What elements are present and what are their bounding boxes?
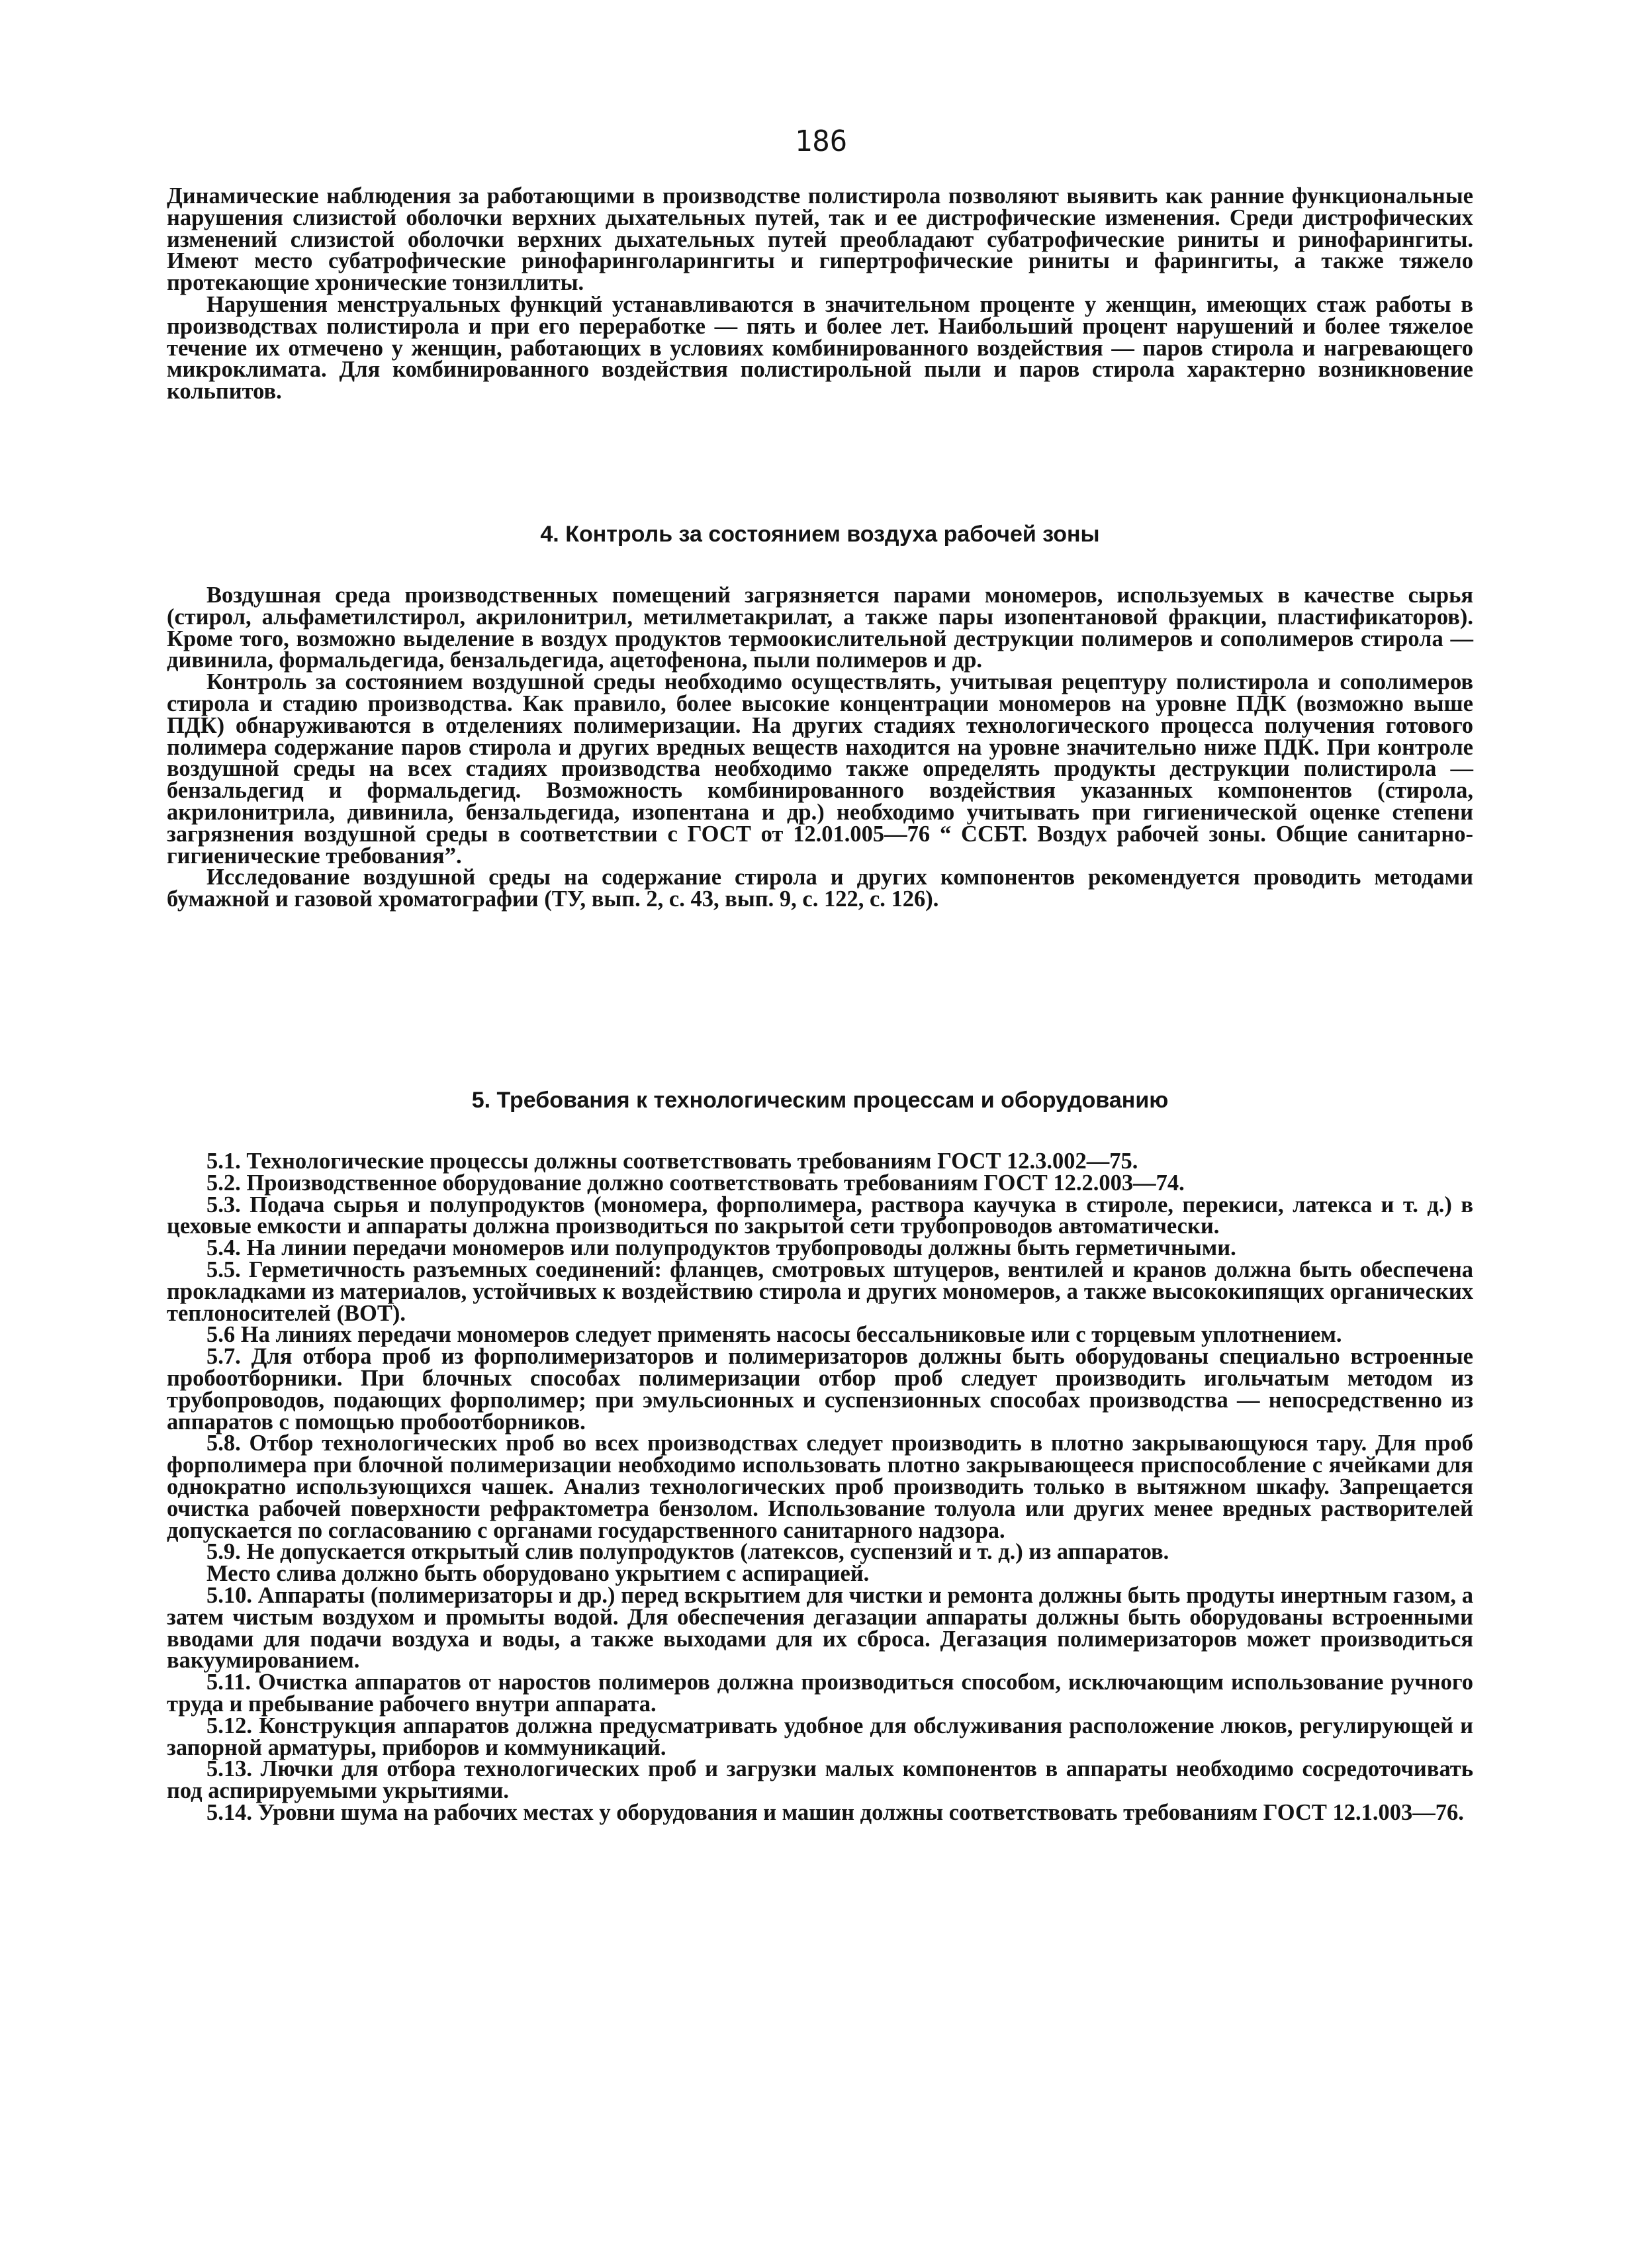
paragraph: Динамические наблюдения за работающими в производстве полистирола позволяют выявить как ранние функциональные нарушения слизистой оболочки верхних дыхательных путей, так и ее дистрофические изменения. Среди дистрофических изменений слизистой оболочки верхних дыхательных путей преобладают субатрофические риниты и ринофарингиты. Имеют место субатрофические ринофаринголарингиты и гипертрофические риниты и фарингиты, а также тяжело протекающие хронические тонзиллиты. xyxy=(167,183,1473,296)
section-heading-5: 5. Требования к технологическим процессам и оборудованию xyxy=(471,1088,1169,1113)
clause-5-8: 5.8. Отбор технологических проб во всех производствах следует производить в плотно закрывающуюся тару. Для проб форполимера при блочной полимеризации необходимо использовать плотно закрывающееся приспособление с ячейками для однократно использующихся чашек. Анализ технологических проб производить только в вытяжном шкафу. Запрещается очистка рабочей поверхности рефрактометра бензолом. Использование толуола или других менее вредных растворителей допускается по согласованию с органами государственного санитарного надзора. xyxy=(167,1431,1473,1543)
paragraph: Воздушная среда производственных помещений загрязняется парами мономеров, используемых в качестве сырья (стирол, альфаметилстирол, акрилонитрил, метилметакрилат, а также пары изопентановой фракции, пластификаторов). Кроме того, возможно выделение в воздух продуктов термоокислительной деструкции полимеров и сополимеров стирола — дивинила, формальдегида, бензальдегида, ацетофенона, пыли полимеров и др. xyxy=(167,583,1473,673)
clause-5-11: 5.11. Очистка аппаратов от наростов полимеров должна производиться способом, исключающим использование ручного труда и пребывание рабочего внутри аппарата. xyxy=(167,1670,1473,1717)
clause-5-7: 5.7. Для отбора проб из форполимеризаторов и полимеризаторов должны быть оборудованы специально встроенные пробоотборники. При блочных способах полимеризации отбор проб следует производить игольчатым методом из трубопроводов, подающих форполимер; при эмульсионных и суспензионных способах производства — непосредственно из аппаратов с помощью пробоотборников. xyxy=(167,1344,1473,1435)
section-5-text xyxy=(167,1151,1473,1824)
clause-5-1: 5.1. Технологические процессы должны соответствовать требованиям ГОСТ 12.3.002—75. xyxy=(206,1149,1138,1174)
clause-5-5: 5.5. Герметичность разъемных соединений: фланцев, смотровых штуцеров, вентилей и кранов должна быть обеспечена прокладками из материалов, устойчивых к воздействию стирола и других мономеров, а также высококипящих органических теплоносителей (ВОТ). xyxy=(167,1256,1473,1326)
clause-5-9-continuation: Место слива должно быть оборудовано укрытием с аспирацией. xyxy=(206,1561,870,1587)
paragraph: Исследование воздушной среды на содержание стирола и других компонентов рекомендуется проводить методами бумажной и газовой хроматографии (ТУ, вып. 2, с. 43, вып. 9, с. 122, с. 126). xyxy=(167,865,1473,912)
paragraph: Нарушения менструальных функций устанавливаются в значительном проценте у женщин, имеющих стаж работы в производствах полистирола и при его переработке — пять и более лет. Наибольший процент нарушений и более тяжелое течение их отмечено у женщин, работающих в условиях комбинированного воздействия — паров стирола и нагревающего микроклимата. Для комбинированного воздействия полистирольной пыли и паров стирола характерно возникновение кольпитов. xyxy=(167,291,1473,404)
paragraph: Контроль за состоянием воздушной среды необходимо осуществлять, учитывая рецептуру полистирола и сополимеров стирола и стадию производства. Как правило, более высокие концентрации мономеров на уровне ПДК (возможно выше ПДК) обнаруживаются в отделениях полимеризации. На других стадиях технологического процесса получения готового полимера содержание паров стирола и других вредных веществ находится на уровне значительно ниже ПДК. При контроле воздушной среды на всех стадиях производства необходимо также определять продукты деструкции полистирола — бензальдегид и формальдегид. Возможность комбинированного воздействия указанных компонентов (стирола, акрилонитрила, дивинила, бензальдегида, изопентана и др.) необходимо учитывать при гигиенической оценке степени загрязнения воздушной среды в соответствии с ГОСТ от 12.01.005—76 “ ССБТ. Воздух рабочей зоны. Общие санитарно-гигиенические требования”. xyxy=(167,669,1473,869)
section-4-text xyxy=(167,585,1473,910)
clause-5-6: 5.6 На линиях передачи мономеров следует применять насосы бессальниковые или с торцевым уплотнением. xyxy=(206,1322,1342,1348)
clause-5-12: 5.12. Конструкция аппаратов должна предусматривать удобное для обслуживания расположение люков, регулирующей и запорной арматуры, приборов и коммуникаций. xyxy=(167,1713,1473,1760)
clause-5-13: 5.13. Лючки для отбора технологических проб и загрузки малых компонентов в аппараты необходимо сосредоточивать под аспирируемыми укрытиями. xyxy=(167,1756,1473,1804)
clause-5-14: 5.14. Уровни шума на рабочих местах у оборудования и машин должны соответствовать требованиям ГОСТ 12.1.003—76. xyxy=(206,1799,1464,1825)
clause-5-3: 5.3. Подача сырья и полупродуктов (мономера, форполимера, раствора каучука в стироле, перекиси, латекса и т. д.) в цеховые емкости и аппараты должна производиться по закрытой сети трубопроводов автоматически. xyxy=(167,1192,1473,1239)
clause-5-10: 5.10. Аппараты (полимеризаторы и др.) перед вскрытием для чистки и ремонта должны быть продуты инертным газом, а затем чистым воздухом и промыты водой. Для обеспечения дегазации аппараты должны быть оборудованы встроенными вводами для подачи воздуха и воды, а также выходами для их сброса. Дегазация полимеризаторов может производиться вакуумированием. xyxy=(167,1582,1473,1674)
clause-5-4: 5.4. На линии передачи мономеров или полупродуктов трубопроводы должны быть герметичными. xyxy=(206,1235,1236,1261)
intro-text xyxy=(167,185,1473,402)
clause-5-9: 5.9. Не допускается открытый слив полупродуктов (латексов, суспензий и т. д.) из аппаратов. xyxy=(206,1539,1169,1565)
clause-5-2: 5.2. Производственное оборудование должно соответствовать требованиям ГОСТ 12.2.003—74. xyxy=(206,1170,1185,1196)
page-number: 186 xyxy=(794,124,848,158)
section-heading-4: 4. Контроль за состоянием воздуха рабочей зоны xyxy=(540,522,1100,547)
